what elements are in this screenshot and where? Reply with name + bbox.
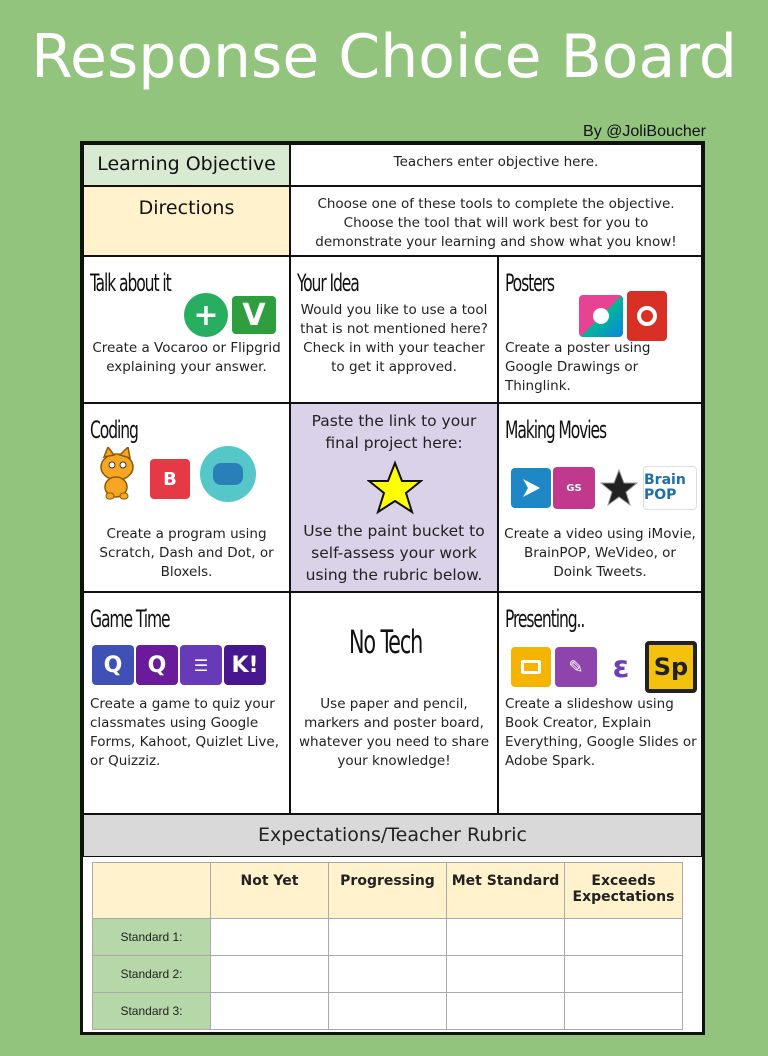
posters-description: Create a poster using Google Drawings or Thinglink. (505, 340, 651, 394)
rubric-col-exceeds: Exceeds Expectations (565, 863, 683, 919)
presenting-heading: Presenting.. (505, 605, 585, 633)
v-letter-icon: V (232, 296, 276, 334)
forms-icon: ☰ (180, 645, 222, 685)
wevideo-icon (511, 468, 551, 508)
rubric-cell[interactable] (447, 956, 565, 993)
rubric-cell[interactable] (447, 919, 565, 956)
rubric-cell[interactable] (565, 993, 683, 1030)
explain-everything-icon: ε (612, 649, 630, 685)
rubric-cell[interactable] (329, 993, 447, 1030)
presenting-cell (498, 592, 702, 814)
directions-text-cell (290, 186, 702, 256)
rubric-row-standard-1: Standard 1: (93, 919, 211, 956)
game-time-cell (83, 592, 290, 814)
directions-label: Directions (138, 197, 235, 219)
rubric-cell[interactable] (211, 993, 329, 1030)
notech-description: Use paper and pencil, markers and poster board, whatever you need to share your knowledge! (299, 696, 489, 769)
scratch-cat-icon (94, 447, 140, 501)
quizlet-icon: Q (92, 645, 134, 685)
posters-cell (498, 256, 702, 403)
objective-label-cell (83, 144, 290, 186)
game-heading: Game Time (90, 605, 170, 633)
rubric-cell[interactable] (329, 919, 447, 956)
objective-text: Teachers enter objective here. (393, 154, 599, 170)
choice-board (80, 141, 705, 1035)
adobe-spark-icon: Sp (645, 641, 697, 693)
byline: By @JoliBoucher (583, 123, 706, 140)
movies-heading: Making Movies (505, 416, 607, 444)
rubric-col-met-standard: Met Standard (447, 863, 565, 919)
slides-icon (511, 647, 551, 687)
talk-description: Create a Vocaroo or Flipgrid explaining your answer. (92, 340, 281, 375)
no-tech-cell (290, 592, 498, 814)
collage-icon (579, 295, 623, 337)
quizizz-icon: Q (136, 645, 178, 685)
doink-icon: GS (553, 467, 595, 509)
making-movies-cell (498, 403, 702, 592)
posters-heading: Posters (505, 269, 554, 297)
rubric-row-standard-3: Standard 3: (93, 993, 211, 1030)
rubric-col-progressing: Progressing (329, 863, 447, 919)
imovie-star-icon (597, 468, 641, 508)
kahoot-icon: K! (224, 645, 266, 685)
rubric-corner-cell (93, 863, 211, 919)
objective-text-cell[interactable] (290, 144, 702, 186)
rubric-cell[interactable] (447, 993, 565, 1030)
coding-cell (83, 403, 290, 592)
rubric-section (83, 857, 702, 1032)
page-title: Response Choice Board (31, 22, 737, 92)
game-description: Create a game to quiz your classmates using Google Forms, Kahoot, Quizlet Live, or Quizziz. (90, 696, 279, 769)
idea-description: Would you like to use a tool that is not mentioned here? Check in with your teacher to get it approved. (300, 302, 488, 375)
self-assess-instructions: Use the paint bucket to self-assess your work using the rubric below. (303, 522, 485, 584)
rubric-col-not-yet: Not Yet (211, 863, 329, 919)
brainpop-icon: Brain POP (643, 466, 697, 510)
submission-instructions: Paste the link to your final project here: (311, 412, 477, 452)
rubric-cell[interactable] (565, 919, 683, 956)
plus-circle-icon: + (184, 293, 228, 337)
movies-description: Create a video using iMovie, BrainPOP, WeVideo, or Doink Tweets. (504, 526, 696, 580)
directions-label-cell (83, 186, 290, 256)
talk-about-it-cell (83, 256, 290, 403)
coding-description: Create a program using Scratch, Dash and Dot, or Bloxels. (99, 526, 274, 580)
rubric-cell[interactable] (211, 919, 329, 956)
objective-label: Learning Objective (97, 153, 276, 175)
rubric-table (92, 862, 683, 1030)
book-creator-icon: ✎ (555, 647, 597, 687)
notech-heading: No Tech (349, 623, 423, 661)
rubric-row-standard-2: Standard 2: (93, 956, 211, 993)
rubric-cell[interactable] (211, 956, 329, 993)
your-idea-cell (290, 256, 498, 403)
directions-text: Choose one of these tools to complete the objective. Choose the tool that will work best for you to demonstrate your learning and show what you know! (315, 196, 677, 250)
rubric-cell[interactable] (329, 956, 447, 993)
talk-heading: Talk about it (90, 269, 171, 297)
coding-heading: Coding (90, 416, 138, 444)
rubric-cell[interactable] (565, 956, 683, 993)
submission-cell[interactable] (290, 403, 498, 592)
bloxels-icon: B (150, 459, 190, 499)
idea-heading: Your Idea (297, 269, 359, 297)
rubric-title: Expectations/Teacher Rubric (83, 814, 702, 857)
google-drawings-icon (627, 291, 667, 341)
dash-robot-icon (200, 446, 256, 502)
presenting-description: Create a slideshow using Book Creator, Explain Everything, Google Slides or Adobe Spark. (505, 696, 697, 769)
star-icon[interactable] (367, 460, 423, 520)
